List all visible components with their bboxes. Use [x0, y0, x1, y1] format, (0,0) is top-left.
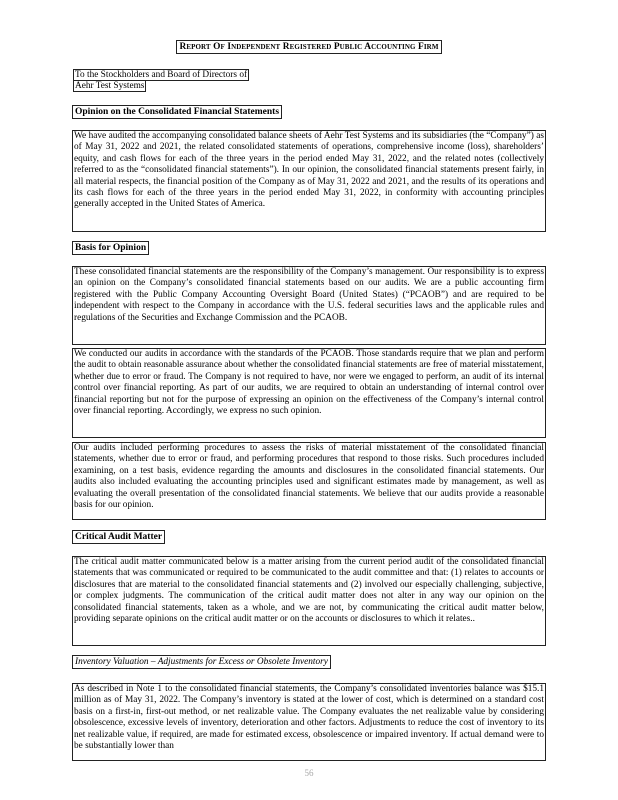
basis-paragraph-2: We conducted our audits in accordance with the standards of the PCAOB. Those standards require that we plan and perform the audit to obtain reasonable assurance about whether the consolidated financial statements are free of material misstatement, whether due to error or fraud. The Company is not required to have, nor were we engaged to perform, an audit of its internal control over financial reporting. As part of our audits, we are required to obtain an understanding of internal control over financial reporting but not for the purpose of expressing an opinion on the effectiveness of the Company’s internal control over financial reporting. Accordingly, we express no such opinion. [72, 348, 546, 438]
inventory-subheading: Inventory Valuation – Adjustments for Excess or Obsolete Inventory [72, 655, 331, 669]
addressee-line-2: Aehr Test Systems [75, 81, 145, 92]
basis-paragraph-1: These consolidated financial statements are the responsibility of the Company’s management. Our responsibility is to express an opinion on the Company’s consolidated financial statements based on our audits. We are a public accounting firm registered with the Public Company Accounting Oversight Board (United States) (“PCAOB”) and are required to be independent with respect to the Company in accordance with the U.S. federal securities laws and the applicable rules and regulations of the Securities and Exchange Commission and the PCAOB. [72, 266, 546, 345]
cam-heading: Critical Audit Matter [72, 530, 165, 544]
basis-heading: Basis for Opinion [72, 241, 149, 255]
addressee-line-1: To the Stockholders and Board of Directors of [75, 70, 248, 80]
report-title [0, 42, 618, 52]
opinion-heading: Opinion on the Consolidated Financial Statements [72, 105, 282, 119]
cam-paragraph: The critical audit matter communicated below is a matter arising from the current period audit of the consolidated financial statements that was communicated or required to be communicated to the audit committee and that: (1) relates to accounts or disclosures that are material to the consolidated financial statements and (2) involved our especially challenging, subjective, or complex judgments. The communication of the critical audit matter does not alter in any way our opinion on the consolidated financial statements, taken as a whole, and we are not, by communicating the critical audit matter below, providing separate opinions on the critical audit matter or on the accounts or disclosures to which it relates.. [72, 556, 546, 646]
page-number: 56 [304, 768, 314, 778]
opinion-paragraph: We have audited the accompanying consolidated balance sheets of Aehr Test Systems and its subsidiaries (the “Company”) as of May 31, 2022 and 2021, the related consolidated statements of operations, comprehensive income (loss), shareholders’ equity, and cash flows for each of the three years in the period ended May 31, 2022, and the related notes (collectively referred to as the “consolidated financial statements”). In our opinion, the consolidated financial statements present fairly, in all material respects, the financial position of the Company as of May 31, 2022 and 2021, and the results of its operations and its cash flows for each of the three years in the period ended May 31, 2022, in conformity with accounting principles generally accepted in the United States of America. [72, 130, 546, 232]
report-title-text: Report Of Independent Registered Public Accounting Firm [176, 40, 441, 54]
addressee [72, 70, 546, 94]
basis-paragraph-3: Our audits included performing procedures to assess the risks of material misstatement of the consolidated financial statements, whether due to error or fraud, and performing procedures that respond to those risks. Such procedures included examining, on a test basis, evidence regarding the amounts and disclosures in the consolidated financial statements. Our audits also included evaluating the accounting principles used and significant estimates made by management, as well as evaluating the overall presentation of the consolidated financial statements. We believe that our audits provide a reasonable basis for our opinion. [72, 442, 546, 520]
inventory-paragraph: As described in Note 1 to the consolidated financial statements, the Company’s consolidated inventories balance was $15.1 million as of May 31, 2022. The Company’s inventory is stated at the lower of cost, which is determined on a standard cost basis on a first-in, first-out method, or net realizable value. The Company evaluates the net realizable value by considering obsolescence, excessive levels of inventory, deterioration and other factors. Adjustments to reduce the cost of inventory to its net realizable value, if required, are made for estimated excess, obsolescence or impaired inventory. If actual demand were to be substantially lower than [72, 683, 546, 761]
